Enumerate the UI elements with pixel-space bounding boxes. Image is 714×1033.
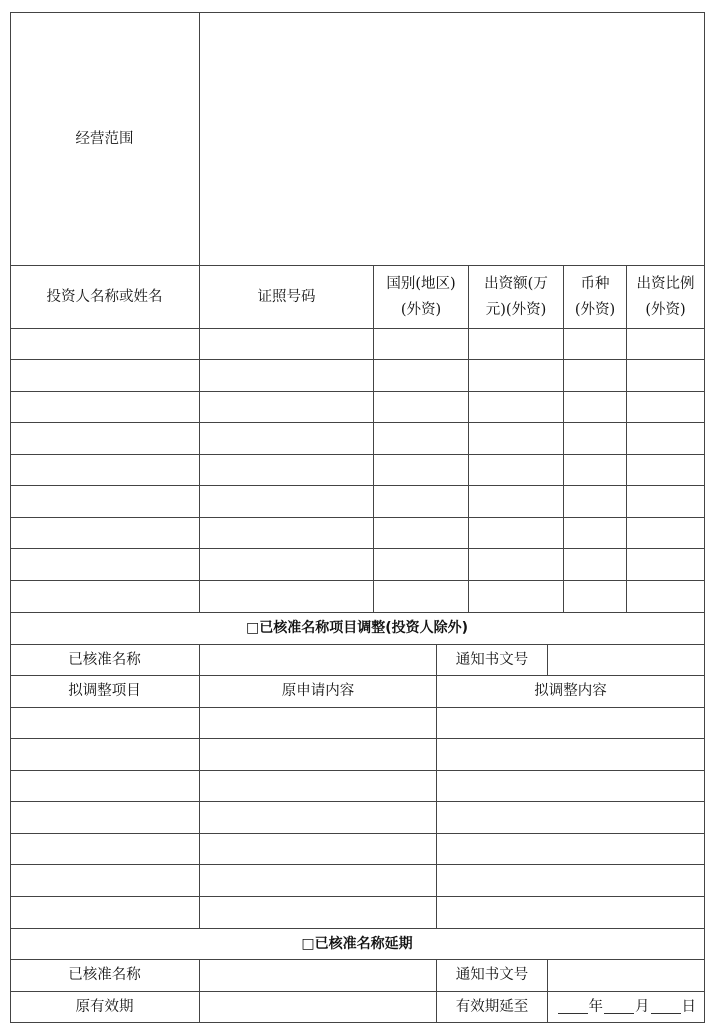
border-bottom	[10, 1022, 705, 1023]
adjustment-approved-name-input[interactable]	[200, 644, 436, 675]
extension-notice-no-label: 通知书文号	[455, 967, 529, 983]
extension-approved-name-label: 已核准名称	[68, 967, 141, 983]
header-ratio-line2: (外资)	[645, 301, 686, 318]
adjustment-row[interactable]	[10, 801, 704, 833]
adjustment-row[interactable]	[10, 707, 704, 738]
month-unit: 月	[635, 998, 650, 1015]
original-validity-input[interactable]	[200, 991, 436, 1022]
adjustment-row[interactable]	[10, 833, 704, 864]
adjustment-notice-no-input[interactable]	[548, 644, 704, 675]
header-country-line2: (外资)	[400, 301, 442, 318]
investor-row[interactable]	[10, 548, 704, 580]
investor-row[interactable]	[10, 391, 704, 422]
adjustment-row[interactable]	[10, 864, 704, 896]
year-unit: 年	[588, 998, 603, 1015]
header-investor-name: 投资人名称或姓名	[46, 288, 163, 305]
investor-row[interactable]	[10, 517, 704, 548]
extend-to-label: 有效期延至	[455, 998, 529, 1015]
header-currency-line1: 币种	[580, 275, 610, 292]
adjustment-notice-no-label: 通知书文号	[455, 651, 529, 668]
extension-notice-no-input[interactable]	[548, 959, 704, 991]
header-country-line1: 国别(地区)	[386, 275, 456, 292]
adjustment-approved-name-label: 已核准名称	[68, 651, 141, 668]
header-new-content: 拟调整内容	[534, 683, 607, 699]
header-amount	[469, 265, 563, 328]
header-amount-line2: 元)(外资)	[485, 301, 547, 318]
adjustment-section-title[interactable]: □已核准名称项目调整(投资人除外)	[245, 620, 469, 636]
header-currency	[564, 265, 626, 328]
header-adjust-item: 拟调整项目	[68, 683, 141, 699]
header-ratio-line1: 出资比例	[636, 275, 695, 292]
investor-row[interactable]	[10, 454, 704, 485]
original-validity-label: 原有效期	[75, 998, 134, 1015]
header-license-number: 证照号码	[257, 288, 316, 305]
extension-approved-name-input[interactable]	[200, 959, 436, 991]
month-blank[interactable]	[604, 999, 634, 1014]
investor-row[interactable]	[10, 328, 704, 359]
header-ratio	[627, 265, 704, 328]
header-amount-line1: 出资额(万	[484, 275, 548, 292]
adjustment-row[interactable]	[10, 770, 704, 801]
header-original-content: 原申请内容	[281, 683, 355, 699]
investor-row[interactable]	[10, 359, 704, 391]
extend-to-date[interactable]	[548, 991, 704, 1022]
adjustment-row[interactable]	[10, 896, 704, 928]
investor-row[interactable]	[10, 422, 704, 454]
year-blank[interactable]	[558, 999, 588, 1014]
adjustment-row[interactable]	[10, 738, 704, 770]
header-country	[374, 265, 468, 328]
investor-row[interactable]	[10, 485, 704, 517]
business-scope-label: 经营范围	[75, 130, 134, 147]
business-scope-input[interactable]	[200, 12, 704, 265]
header-currency-line2: (外资)	[574, 301, 616, 318]
investor-row[interactable]	[10, 580, 704, 612]
extension-section-title[interactable]: □已核准名称延期	[301, 935, 413, 952]
day-unit: 日	[681, 998, 696, 1015]
day-blank[interactable]	[651, 999, 681, 1014]
